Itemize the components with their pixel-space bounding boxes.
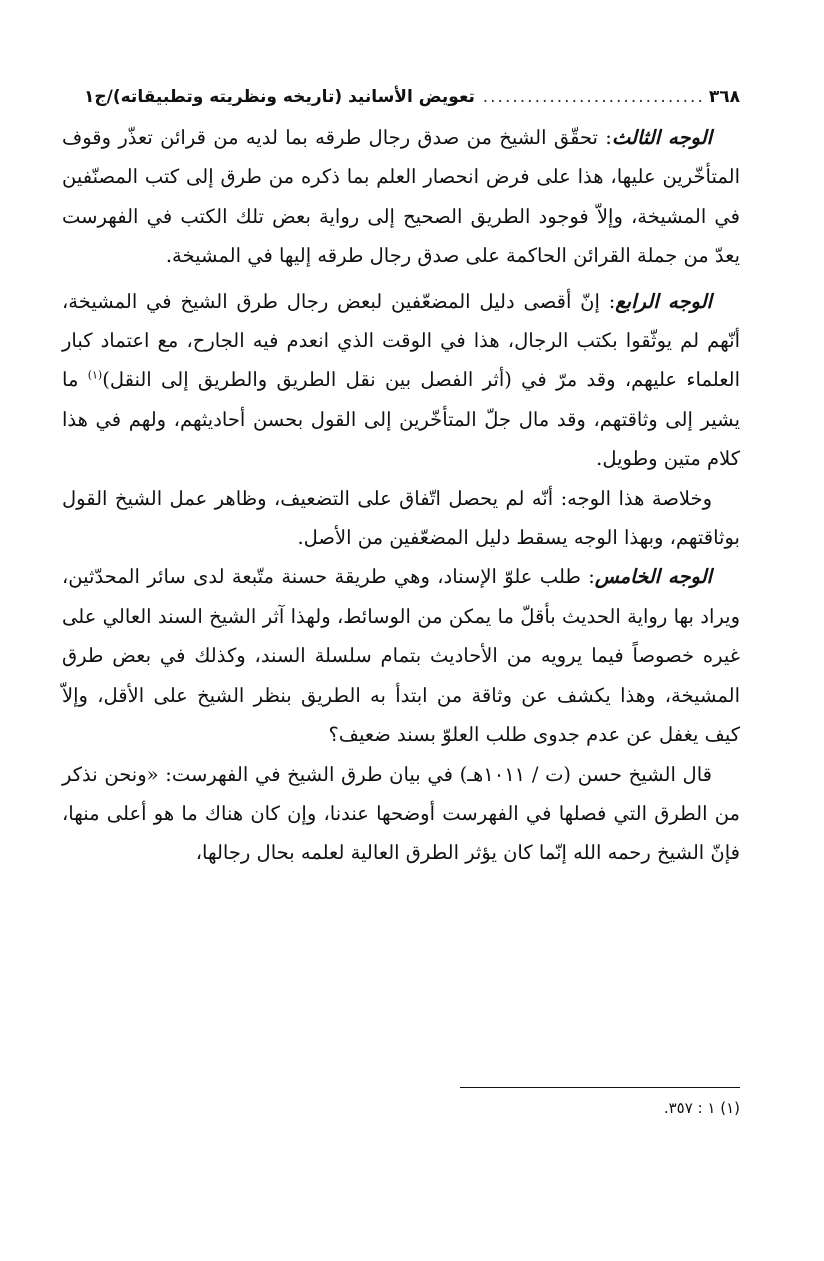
paragraph-text: ما يشير إلى وثاقتهم، وقد مال جلّ المتأخّرين إلى القول بحسن أحاديثهم، ولهم في هذا كلام متين وطويل. [62,368,740,471]
paragraph-third-aspect: الوجه الثالث: تحقّق الشيخ من صدق رجال طرقه بما لديه من قرائن تعذّر وقوف المتأخّرين عليها، هذا على فرض انحصار العلم بما ذكره من طرق إلى كتب المصنّفين في المشيخة، وإلاّ فوجود الطريق الصحيح إلى رواية بعض تلك الكتب في الفهرست يعدّ من جملة القرائن الحاكمة على صدق رجال طرقه إليها في المشيخة. [62,126,740,268]
paragraph-text: قال الشيخ حسن (ت / ١٠١١هـ) في بيان طرق الشيخ في الفهرست: «ونحن نذكر من الطرق التي فصلها في الفهرست أوضحها عندنا، وإن كان هناك ما هو أعلى منها، فإنّ الشيخ رحمه الله إنّما كان يؤثر الطرق العالية لعلمه بحال رجالها، [62,762,740,865]
paragraph-label: الوجه الرابع [615,289,712,313]
paragraph-label: الوجه الخامس [594,565,712,589]
paragraph-text: وخلاصة هذا الوجه: أنّه لم يحصل اتّفاق على التضعيف، وظاهر عمل الشيخ القول بوثاقتهم، وبهذا الوجه يسقط دليل المضعّفين من الأصل. [62,486,740,550]
paragraph-quote [62,755,740,873]
paragraph-text: طلب علوّ الإسناد، وهي طريقة حسنة متّبعة لدى سائر المحدّثين، ويراد بها رواية الحديث بأقلّ ما يمكن من الوسائط، ولهذا آثر الشيخ السند العالي على غيره خصوصاً فيما يرويه من الأحاديث بتمام سلسلة السند، وكذلك في بعض طرق المشيخة، وهذا يكشف عن وثاقة من ابتدأ به الطريق بنظر الشيخ على الأقل، وإلاّ كيف يغفل عن عدم جدوى طلب العلوّ بسند ضعيف؟ [62,565,740,747]
paragraph-summary [62,479,740,558]
paragraph-text: تحقّق الشيخ من صدق رجال طرقه بما لديه من قرائن تعذّر وقوف المتأخّرين عليها، هذا على فرض انحصار العلم بما ذكره من طرق إلى كتب المصنّفين في المشيخة، وإلاّ فوجود الطريق الصحيح إلى رواية بعض تلك الكتب في الفهرست يعدّ من جملة القرائن الحاكمة على صدق رجال طرقه إليها في المشيخة. [62,126,740,268]
main-text [62,118,740,873]
running-header [84,80,740,114]
book-title: تعويض الأسانيد (تاريخه ونظريته وتطبيقاته)/ج١ [84,87,475,107]
paragraph-fourth-aspect: الوجه الرابع: إنّ أقصى دليل المضعّفين لبعض رجال طرق الشيخ في المشيخة، أنّهم لم يوثّقوا بكتب الرجال، هذا في الوقت الذي انعدم فيه الجارح، مع اعتماد كبار العلماء عليهم، وقد مرّ في (أثر الفصل بين نقل الطريق والطريق إلى النقل)$^{(١)}$ ما يشير إلى وثاقتهم، وقد مال جلّ المتأخّرين إلى القول بحسن أحاديثهم، ولهم في هذا كلام متين وطويل. [62,289,740,471]
footnote: (١) ١ : ٣٥٧. [663,1099,740,1117]
leader-dots [479,87,705,107]
paragraph-text: إنّ أقصى دليل المضعّفين لبعض رجال طرق الشيخ في المشيخة، أنّهم لم يوثّقوا بكتب الرجال، هذا في الوقت الذي انعدم فيه الجارح، مع اعتماد كبار العلماء عليهم، وقد مرّ في (أثر الفصل بين نقل الطريق والطريق إلى النقل) [62,289,740,392]
page-number: ٣٦٨ [708,87,740,107]
footnote-reference[interactable]: (١) [87,368,103,382]
footnote-divider [460,1087,740,1088]
paragraph-label: الوجه الثالث [611,126,712,149]
paragraph-fifth-aspect: الوجه الخامس: طلب علوّ الإسناد، وهي طريقة حسنة متّبعة لدى سائر المحدّثين، ويراد بها رواية الحديث بأقلّ ما يمكن من الوسائط، ولهذا آثر الشيخ السند العالي على غيره خصوصاً فيما يرويه من الأحاديث بتمام سلسلة السند، وكذلك في بعض طرق المشيخة، وهذا يكشف عن وثاقة من ابتدأ به الطريق بنظر الشيخ على الأقل، وإلاّ كيف يغفل عن عدم جدوى طلب العلوّ بسند ضعيف؟ [62,565,740,747]
